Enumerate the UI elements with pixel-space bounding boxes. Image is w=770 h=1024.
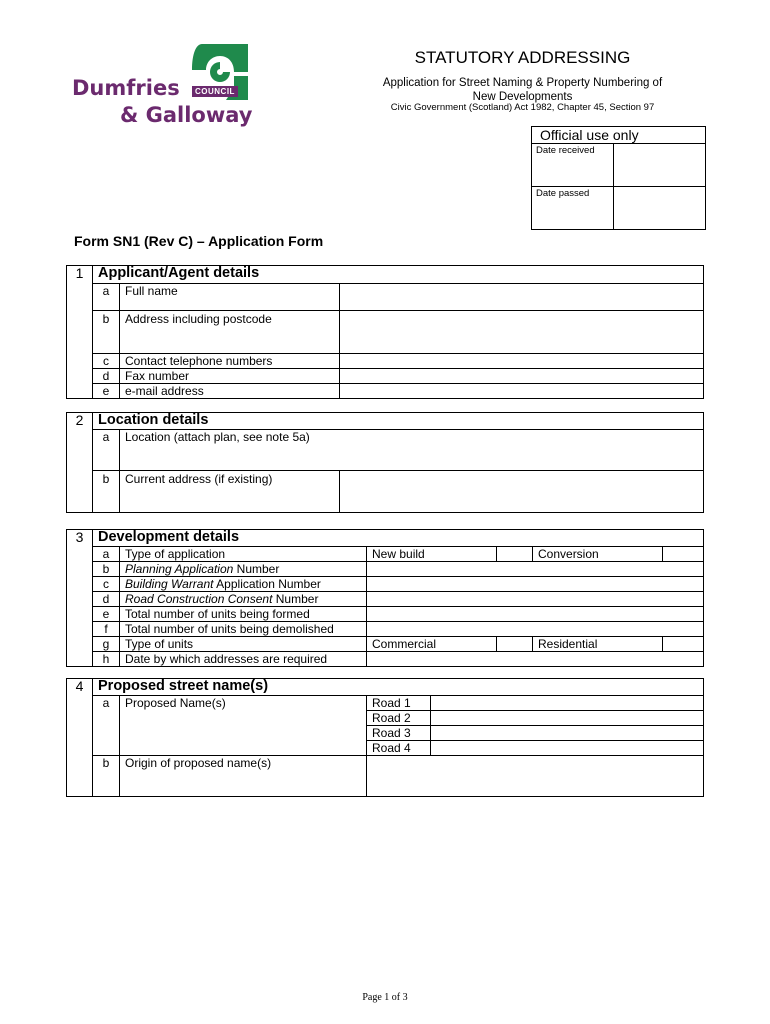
conversion-checkbox[interactable]	[663, 546, 704, 561]
name-origin-field[interactable]	[367, 755, 704, 796]
row-label: Location (attach plan, see note 5a)	[120, 429, 704, 470]
road-1-field[interactable]	[431, 695, 704, 710]
row-letter: e	[93, 606, 120, 621]
current-address-field[interactable]	[340, 470, 704, 512]
row-letter: d	[93, 591, 120, 606]
row-letter: a	[93, 695, 120, 755]
section-applicant-details	[66, 265, 704, 399]
date-passed-label: Date passed	[532, 187, 614, 230]
row-label: Current address (if existing)	[120, 470, 340, 512]
row-letter: b	[93, 561, 120, 576]
council-logo	[70, 42, 260, 132]
section-title: Applicant/Agent details	[93, 266, 704, 284]
section-title: Proposed street name(s)	[93, 679, 704, 696]
row-label: Building Warrant Application Number	[120, 576, 367, 591]
row-label: Date by which addresses are required	[120, 651, 367, 666]
row-letter: b	[93, 310, 120, 353]
row-label: Total number of units being formed	[120, 606, 367, 621]
row-label: Origin of proposed name(s)	[120, 755, 367, 796]
row-label: Fax number	[120, 368, 340, 383]
commercial-checkbox[interactable]	[497, 636, 533, 651]
option-label: New build	[367, 546, 497, 561]
page-number: Page 1 of 3	[362, 992, 408, 1003]
row-letter: b	[93, 470, 120, 512]
row-label: Type of application	[120, 546, 367, 561]
row-letter: e	[93, 383, 120, 398]
legislation-reference: Civic Government (Scotland) Act 1982, Chapter 45, Section 97	[390, 102, 655, 113]
section-development-details	[66, 529, 704, 667]
fax-field[interactable]	[340, 368, 704, 383]
residential-checkbox[interactable]	[663, 636, 704, 651]
row-label: Road Construction Consent Number	[120, 591, 367, 606]
section-title: Location details	[93, 413, 704, 430]
row-label: Planning Application Number	[120, 561, 367, 576]
planning-application-field[interactable]	[367, 561, 704, 576]
row-label: Total number of units being demolished	[120, 621, 367, 636]
option-label: Conversion	[533, 546, 663, 561]
row-letter: a	[93, 283, 120, 310]
road-construction-consent-field[interactable]	[367, 591, 704, 606]
section-number: 4	[67, 679, 93, 696]
form-title: Form SN1 (Rev C) – Application Form	[74, 233, 324, 249]
date-received-label: Date received	[532, 144, 614, 187]
road-label: Road 2	[367, 710, 431, 725]
section-title: Development details	[93, 530, 704, 547]
row-label: Address including postcode	[120, 310, 340, 353]
council-badge: COUNCIL	[192, 86, 238, 97]
section-location-details	[66, 412, 704, 513]
date-required-field[interactable]	[367, 651, 704, 666]
row-letter: h	[93, 651, 120, 666]
logo-line1: Dumfries	[72, 76, 180, 100]
building-warrant-field[interactable]	[367, 576, 704, 591]
road-label: Road 1	[367, 695, 431, 710]
road-4-field[interactable]	[431, 740, 704, 755]
date-passed-field[interactable]	[614, 187, 706, 230]
row-label: Type of units	[120, 636, 367, 651]
road-3-field[interactable]	[431, 725, 704, 740]
road-label: Road 3	[367, 725, 431, 740]
units-formed-field[interactable]	[367, 606, 704, 621]
road-2-field[interactable]	[431, 710, 704, 725]
telephone-field[interactable]	[340, 353, 704, 368]
new-build-checkbox[interactable]	[497, 546, 533, 561]
option-label: Residential	[533, 636, 663, 651]
page-subtitle-line1: Application for Street Naming & Property Numbering of	[382, 77, 663, 89]
row-letter: c	[93, 353, 120, 368]
row-letter: b	[93, 755, 120, 796]
option-label: Commercial	[367, 636, 497, 651]
row-letter: a	[93, 429, 120, 470]
page-subtitle-line2: New Developments	[472, 91, 573, 103]
row-label: e-mail address	[120, 383, 340, 398]
units-demolished-field[interactable]	[367, 621, 704, 636]
logo-line2: & Galloway	[120, 103, 253, 127]
section-proposed-street-names	[66, 678, 704, 797]
address-field[interactable]	[340, 310, 704, 353]
row-letter: d	[93, 368, 120, 383]
email-field[interactable]	[340, 383, 704, 398]
section-number: 1	[67, 266, 93, 284]
official-use-box	[531, 126, 706, 230]
row-letter: c	[93, 576, 120, 591]
full-name-field[interactable]	[340, 283, 704, 310]
road-label: Road 4	[367, 740, 431, 755]
row-letter: g	[93, 636, 120, 651]
page-title: STATUTORY ADDRESSING	[414, 48, 631, 67]
row-label: Full name	[120, 283, 340, 310]
section-number: 3	[67, 530, 93, 547]
row-letter: a	[93, 546, 120, 561]
row-label: Contact telephone numbers	[120, 353, 340, 368]
section-number: 2	[67, 413, 93, 430]
row-label: Proposed Name(s)	[120, 695, 367, 755]
date-received-field[interactable]	[614, 144, 706, 187]
official-use-title: Official use only	[532, 127, 706, 144]
row-letter: f	[93, 621, 120, 636]
